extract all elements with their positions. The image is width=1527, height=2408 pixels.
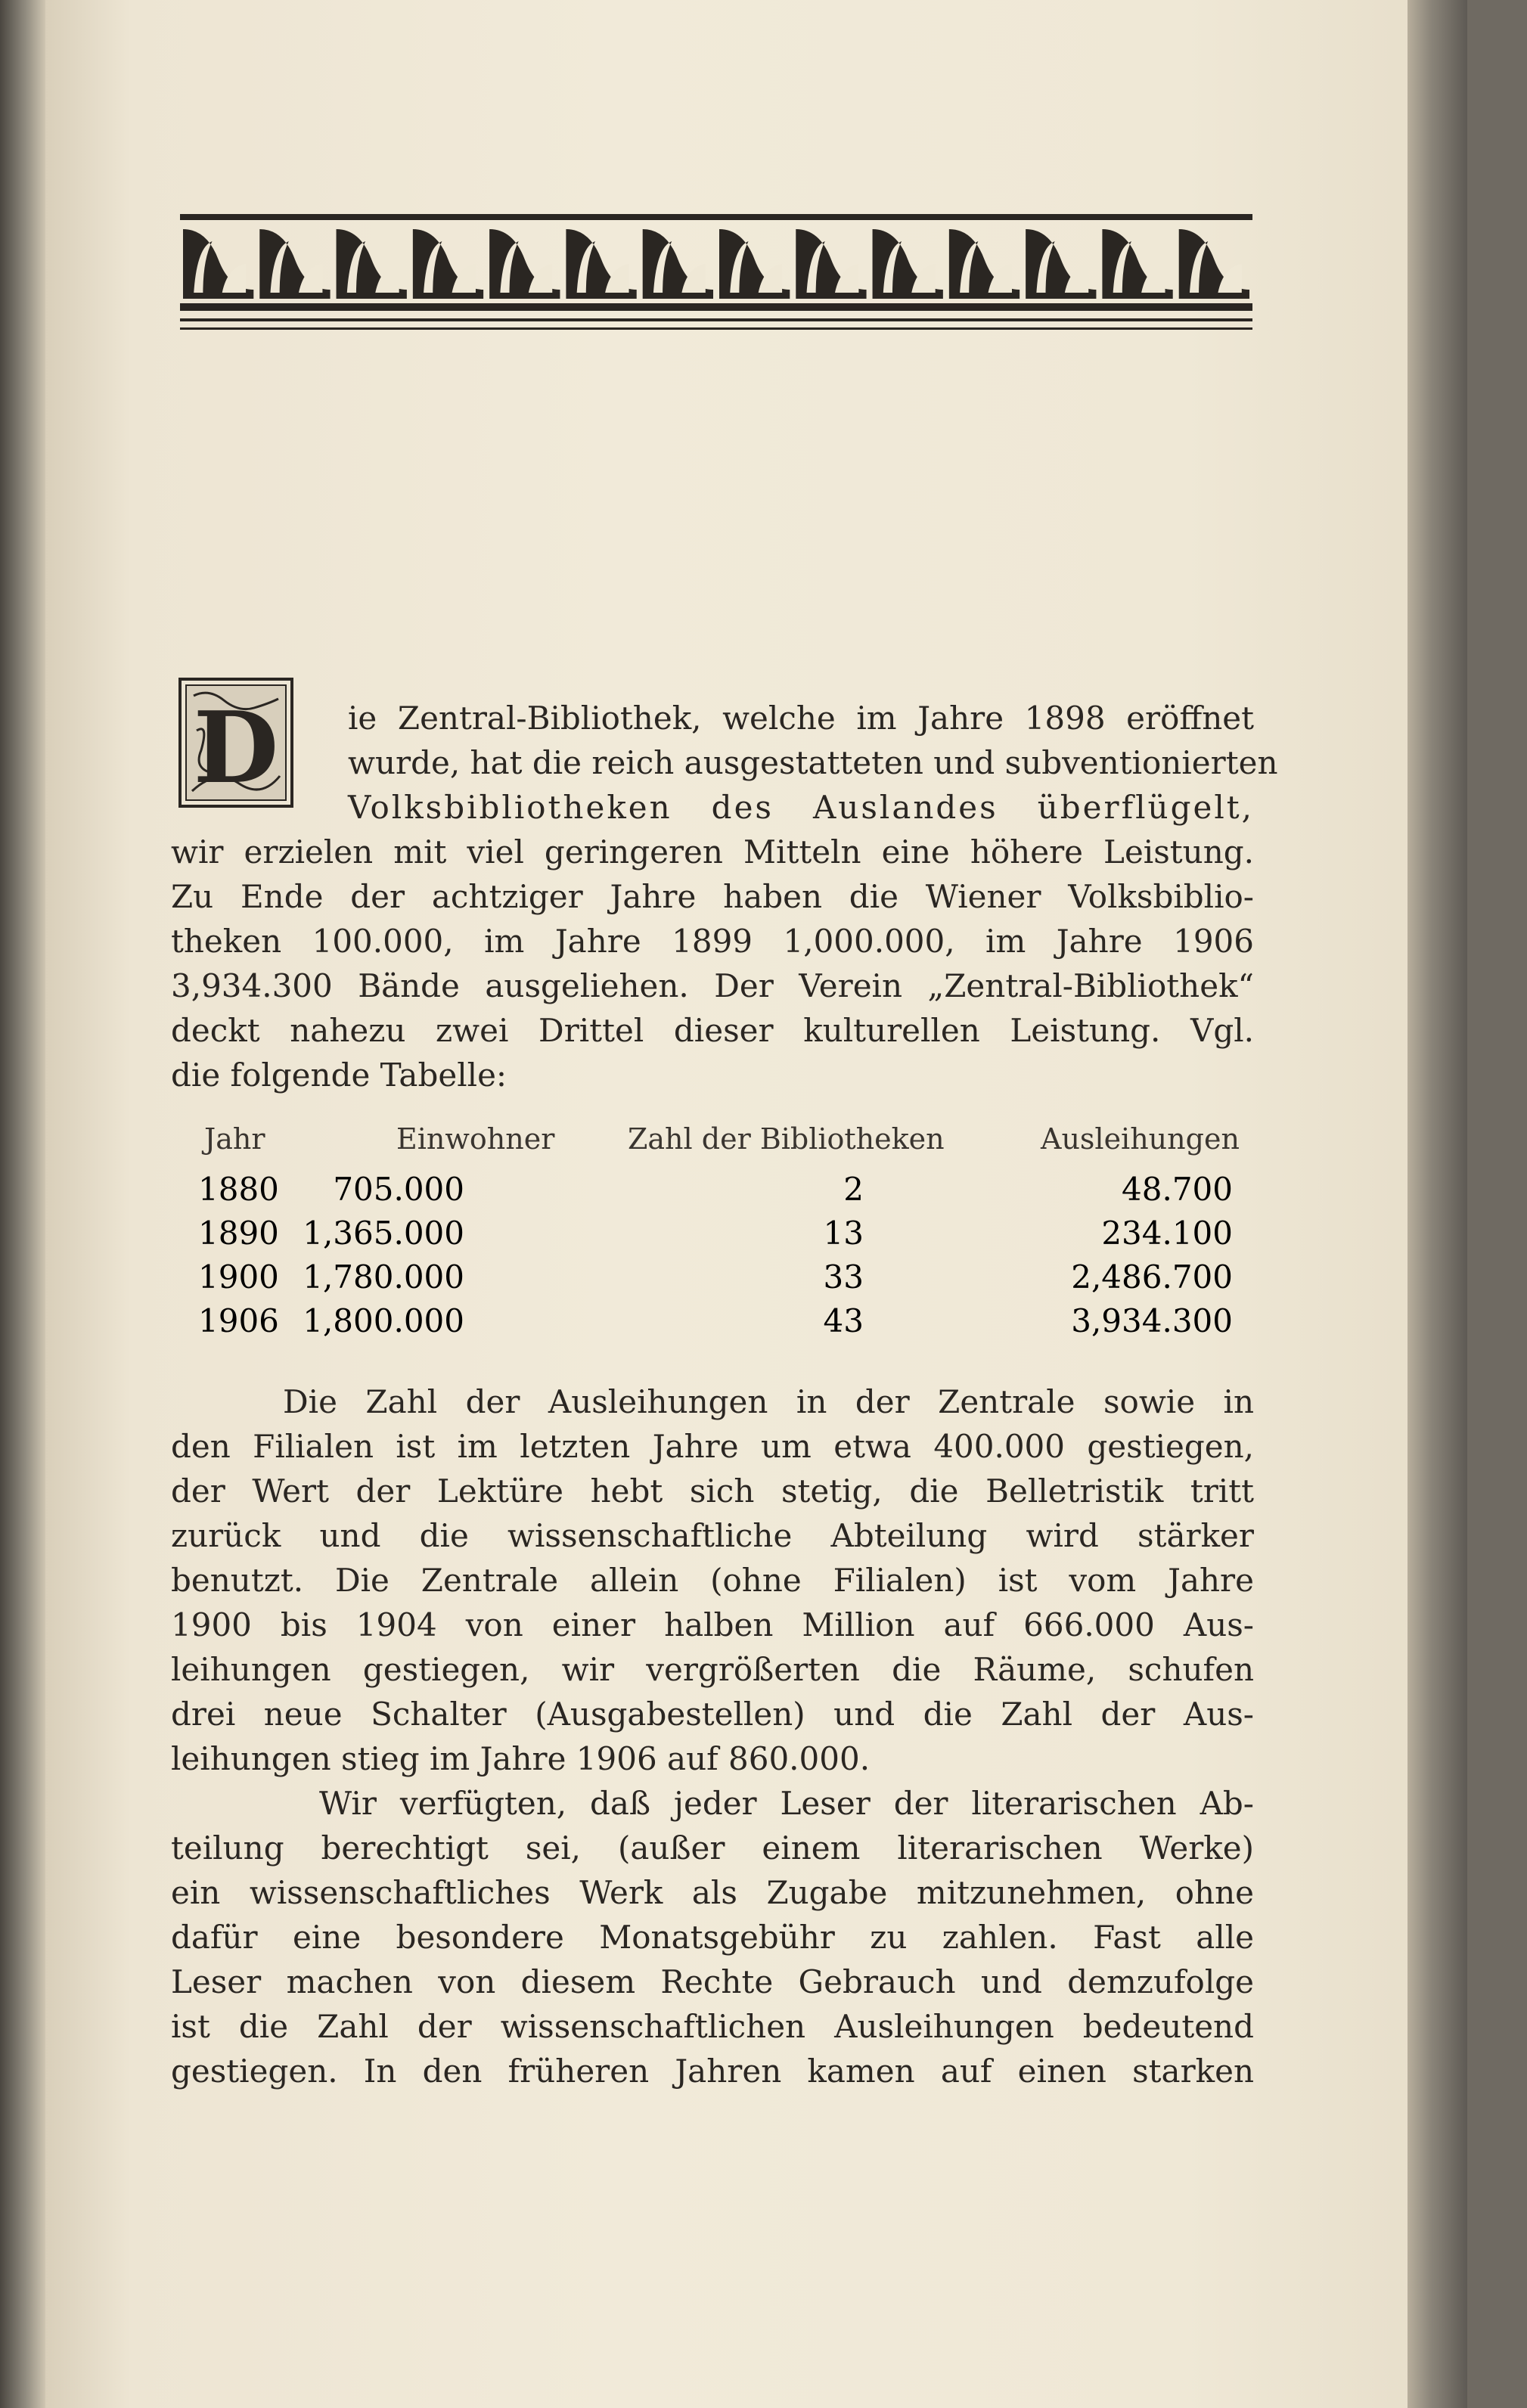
table-cell-libraries: 33 <box>823 1258 864 1296</box>
table-cell-libraries: 2 <box>843 1171 864 1208</box>
table-row <box>198 1302 1254 1346</box>
text-line: drei neue Schalter (Ausgabestellen) und die Zahl der Aus- <box>171 1696 1254 1733</box>
text-line: theken 100.000, im Jahre 1899 1,000.000, im Jahre 1906 <box>171 923 1254 960</box>
text-line: gestiegen. In den früheren Jahren kamen auf einen starken <box>171 2053 1254 2090</box>
text-line: dafür eine besondere Monatsgebühr zu zahlen. Fast alle <box>171 1919 1254 1956</box>
text-line: 1900 bis 1904 von einer halben Million auf 666.000 Aus- <box>171 1606 1254 1643</box>
text-line: zurück und die wissenschaftliche Abteilung wird stärker <box>171 1517 1254 1554</box>
dropcap-ornament <box>178 678 293 808</box>
table-cell-year: 1906 <box>198 1302 279 1339</box>
text-line: 3,934.300 Bände ausgeliehen. Der Verein „Zentral-Bibliothek“ <box>171 967 1254 1004</box>
table-cell-year: 1890 <box>198 1215 279 1252</box>
text-line: Die Zahl der Ausleihungen in der Zentrale sowie in <box>283 1383 1254 1420</box>
text-line: den Filialen ist im letzten Jahre um etwa 400.000 gestiegen, <box>171 1428 1254 1465</box>
text-line: Zu Ende der achtziger Jahre haben die Wiener Volksbiblio- <box>171 878 1254 915</box>
page-edge-shadow <box>1408 0 1467 2408</box>
text-line: wurde, hat die reich ausgestatteten und subventionierten <box>348 744 1278 781</box>
dropcap-letter: D <box>193 690 279 805</box>
table-row <box>198 1171 1254 1215</box>
text-line: die folgende Tabelle: <box>171 1057 507 1094</box>
table-cell-loans: 2,486.700 <box>1071 1258 1233 1296</box>
ornament-header-band <box>180 214 1252 335</box>
text-line: Wir verfügten, daß jeder Leser der literarischen Ab- <box>319 1785 1254 1822</box>
table-header-cell: Ausleihungen <box>1041 1122 1240 1156</box>
gutter-shadow <box>0 0 45 2408</box>
text-line: der Wert der Lektüre hebt sich stetig, die Belletristik tritt <box>171 1472 1254 1510</box>
table-cell-loans: 48.700 <box>1122 1171 1233 1208</box>
table-row <box>198 1215 1254 1258</box>
text-line: Leser machen von diesem Rechte Gebrauch und demzufolge <box>171 1963 1254 2000</box>
table-header-cell: Zahl der Bibliotheken <box>628 1122 945 1156</box>
text-line: leihungen gestiegen, wir vergrößerten die Räume, schufen <box>171 1651 1254 1688</box>
text-line: wir erzielen mit viel geringeren Mitteln eine höhere Leistung. <box>171 833 1254 870</box>
text-line: ie Zentral-Bibliothek, welche im Jahre 1898 eröffnet <box>348 700 1254 737</box>
table-cell-population: 1,780.000 <box>303 1258 464 1296</box>
table-header-row <box>198 1122 1254 1166</box>
table-cell-libraries: 13 <box>823 1215 864 1252</box>
text-line: Volksbibliotheken des Auslandes überflügelt, <box>348 789 1254 826</box>
text-line: teilung berechtigt sei, (außer einem literarischen Werke) <box>171 1829 1254 1867</box>
table-header-cell: Jahr <box>204 1122 265 1156</box>
table-cell-loans: 3,934.300 <box>1071 1302 1233 1339</box>
table-cell-year: 1880 <box>198 1171 279 1208</box>
table-header-cell: Einwohner <box>396 1122 555 1156</box>
table-cell-loans: 234.100 <box>1101 1215 1233 1252</box>
paragraph-2 <box>171 1379 1254 1781</box>
text-line: benutzt. Die Zentrale allein (ohne Filialen) ist vom Jahre <box>171 1562 1254 1599</box>
text-line: ein wissenschaftliches Werk als Zugabe mitzunehmen, ohne <box>171 1874 1254 1911</box>
table-cell-year: 1900 <box>198 1258 279 1296</box>
table-cell-population: 1,800.000 <box>303 1302 464 1339</box>
table-row <box>198 1258 1254 1302</box>
paragraph-3 <box>171 1781 1254 2093</box>
text-line: ist die Zahl der wissenschaftlichen Ausleihungen bedeutend <box>171 2008 1254 2045</box>
table-cell-population: 705.000 <box>333 1171 464 1208</box>
table-cell-libraries: 43 <box>823 1302 864 1339</box>
text-line: deckt nahezu zwei Drittel dieser kulturellen Leistung. Vgl. <box>171 1012 1254 1049</box>
table-cell-population: 1,365.000 <box>303 1215 464 1252</box>
text-line: leihungen stieg im Jahre 1906 auf 860.000. <box>171 1740 871 1777</box>
